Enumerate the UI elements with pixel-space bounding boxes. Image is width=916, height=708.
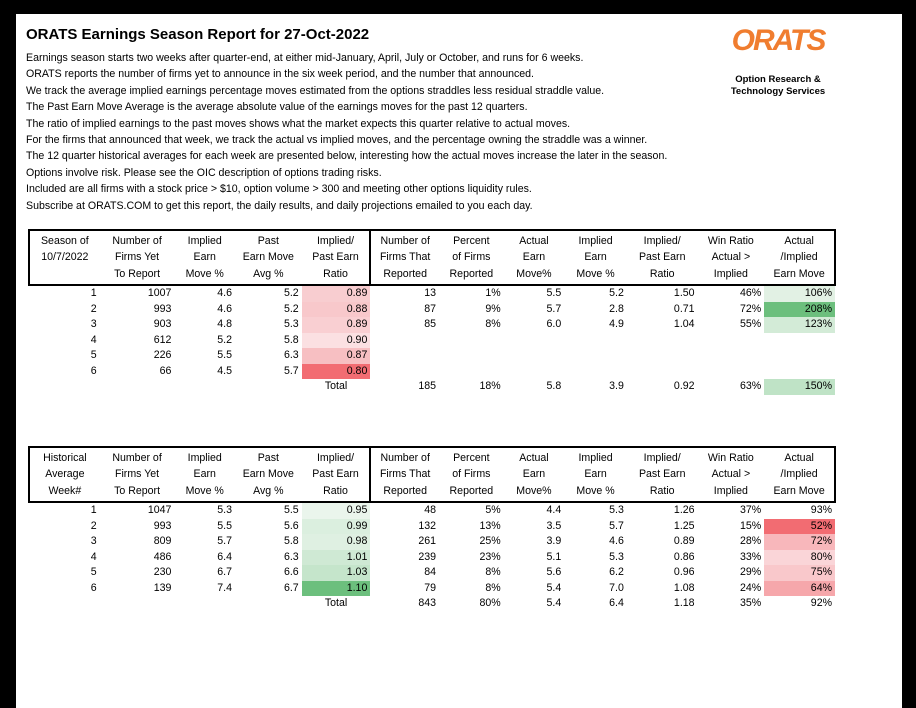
- column-header: Earn Move: [764, 266, 835, 285]
- table-cell: 5.6: [546, 566, 562, 579]
- table-cell: 5: [90, 349, 97, 362]
- table-cell: 208%: [764, 302, 835, 318]
- column-header: /Implied: [764, 466, 835, 482]
- report-title: ORATS Earnings Season Report for 27-Oct-2022: [26, 26, 370, 43]
- column-header: Implied: [174, 230, 235, 249]
- table-cell: 6: [90, 581, 97, 594]
- table-cell: 4: [90, 550, 97, 563]
- column-header: Earn: [193, 251, 216, 264]
- column-header: Actual: [764, 230, 835, 249]
- table-row: [29, 364, 835, 380]
- total-cell: 63%: [740, 380, 762, 393]
- table-cell: 5.5: [217, 349, 233, 362]
- total-cell: [100, 596, 175, 612]
- table-cell: 1047: [147, 504, 172, 517]
- column-header: Week#: [29, 483, 100, 502]
- column-header: Implied/: [302, 230, 371, 249]
- table-cell: [764, 348, 835, 364]
- table-cell: 13: [424, 287, 437, 300]
- table-cell: [370, 333, 439, 349]
- table-cell: [370, 364, 439, 380]
- table-cell: 25%: [479, 535, 501, 548]
- column-header: Firms That: [379, 468, 431, 481]
- table-cell: [564, 364, 627, 380]
- description-line: Subscribe at ORATS.COM to get this report, the daily results, and daily projections emailed to you each day.: [26, 199, 533, 212]
- table-cell: 4.9: [609, 318, 624, 331]
- logo-tagline-line2: Technology Services: [730, 86, 826, 97]
- table-cell: 0.89: [302, 285, 371, 302]
- table-cell: 1007: [147, 287, 172, 300]
- table-cell: [627, 333, 698, 349]
- column-header: Number of: [370, 447, 439, 466]
- table-cell: 261: [418, 535, 437, 548]
- column-header: Reported: [370, 266, 439, 285]
- table-cell: 6.3: [283, 550, 299, 563]
- header-row: [29, 266, 835, 285]
- table-cell: 24%: [740, 581, 762, 594]
- total-label: Total: [324, 597, 348, 610]
- total-cell: [100, 379, 175, 395]
- description-line: We track the average implied earnings percentage moves estimated from the options straddles less residual straddle value.: [26, 84, 605, 97]
- table-cell: 4: [90, 333, 97, 346]
- table-cell: 9%: [485, 302, 501, 315]
- table-cell: 8%: [485, 318, 501, 331]
- column-header: Move %: [564, 483, 627, 502]
- table-cell: 2: [90, 519, 97, 532]
- table-cell: 1%: [485, 287, 501, 300]
- table-cell: 37%: [740, 504, 762, 517]
- report-description: [26, 50, 726, 214]
- table-cell: 6.3: [283, 349, 299, 362]
- table-cell: 3.9: [546, 535, 562, 548]
- column-header: Win Ratio: [698, 447, 765, 466]
- column-header: Ratio: [302, 483, 371, 502]
- column-header: Move%: [504, 266, 565, 285]
- table-cell: 2.8: [609, 302, 624, 315]
- table-cell: [439, 333, 504, 349]
- table-row: [29, 581, 835, 597]
- table-cell: 5.3: [609, 550, 624, 563]
- table-cell: 0.89: [302, 317, 371, 333]
- table-cell: 903: [153, 318, 172, 331]
- total-cell: 5.4: [546, 597, 562, 610]
- table-cell: 72%: [740, 302, 762, 315]
- column-header: Reported: [439, 483, 504, 502]
- table-cell: 5.3: [283, 318, 299, 331]
- table-cell: 3: [90, 535, 97, 548]
- table-cell: 55%: [740, 318, 762, 331]
- column-header: Past: [235, 447, 302, 466]
- table-cell: 6.2: [609, 566, 624, 579]
- table-cell: 2: [90, 302, 97, 315]
- table-row: [29, 550, 835, 566]
- description-line: Included are all firms with a stock price > $10, option volume > 300 and meeting other options liquidity rules.: [26, 183, 532, 196]
- table-cell: 8%: [485, 581, 501, 594]
- column-header: Past Earn: [302, 466, 371, 482]
- column-header: Actual >: [711, 468, 751, 481]
- table-cell: 4.6: [609, 535, 624, 548]
- table-cell: 1.04: [673, 318, 695, 331]
- total-cell: 35%: [740, 597, 762, 610]
- orats-logo: [722, 24, 834, 106]
- description-line: Options involve risk. Please see the OIC description of options trading risks.: [26, 166, 382, 179]
- column-header: Move %: [564, 266, 627, 285]
- table-cell: 0.86: [673, 550, 695, 563]
- column-header: Earn Move: [764, 483, 835, 502]
- logo-tagline-line1: Option Research &: [735, 74, 821, 85]
- table-cell: 6: [90, 364, 97, 377]
- table-cell: 5%: [485, 504, 501, 517]
- table-cell: [698, 364, 765, 380]
- table-cell: 84: [424, 566, 437, 579]
- table-row: [29, 534, 835, 550]
- column-header: Past Earn: [638, 468, 686, 481]
- table-cell: 226: [153, 349, 172, 362]
- column-header: To Report: [100, 483, 175, 502]
- column-header: Percent: [439, 230, 504, 249]
- total-cell: 5.8: [546, 380, 562, 393]
- total-cell: [174, 596, 235, 612]
- table-row: [29, 285, 835, 302]
- table-cell: 0.90: [302, 333, 371, 349]
- table-cell: 0.87: [302, 348, 371, 364]
- table-cell: [564, 348, 627, 364]
- table-cell: 230: [153, 566, 172, 579]
- total-cell: 0.92: [673, 380, 695, 393]
- description-line: The 12 quarter historical averages for each week are presented below, interesting how the actual moves increase the later in the season.: [26, 150, 668, 163]
- table-cell: 72%: [764, 534, 835, 550]
- table-row: [29, 302, 835, 318]
- table-cell: 15%: [740, 519, 762, 532]
- column-header: Percent: [439, 447, 504, 466]
- table-cell: 1: [90, 504, 97, 517]
- table-cell: 64%: [764, 581, 835, 597]
- table-cell: 5.7: [546, 302, 562, 315]
- column-header: of Firms: [452, 468, 491, 481]
- column-header: Implied: [564, 447, 627, 466]
- column-header: Avg %: [235, 266, 302, 285]
- column-header: Average: [29, 466, 100, 482]
- table-cell: 1.08: [673, 581, 695, 594]
- table-cell: 5.2: [283, 287, 299, 300]
- table-cell: 6.0: [546, 318, 562, 331]
- table-cell: 66: [159, 364, 172, 377]
- total-cell: 3.9: [609, 380, 624, 393]
- total-label: Total: [324, 380, 348, 393]
- column-header: Avg %: [235, 483, 302, 502]
- table-cell: 80%: [764, 550, 835, 566]
- column-header: Actual >: [711, 251, 751, 264]
- table-cell: 87: [424, 302, 437, 315]
- column-header: Implied/: [302, 447, 371, 466]
- table-cell: 48: [424, 504, 437, 517]
- total-cell: 6.4: [609, 597, 624, 610]
- total-cell: [174, 379, 235, 395]
- table-cell: 612: [153, 333, 172, 346]
- column-header: Earn: [193, 468, 216, 481]
- column-header: Move %: [174, 266, 235, 285]
- description-line: The Past Earn Move Average is the average absolute value of the earnings moves for the past 12 quarters.: [26, 101, 528, 114]
- column-header: Historical: [29, 447, 100, 466]
- table-cell: [439, 348, 504, 364]
- table-cell: 93%: [764, 502, 835, 519]
- table-cell: 1.01: [302, 550, 371, 566]
- column-header: Firms Yet: [114, 468, 160, 481]
- table-row: [29, 502, 835, 519]
- column-header: Earn: [522, 251, 546, 264]
- table-cell: 139: [153, 581, 172, 594]
- table-cell: 5.5: [546, 287, 562, 300]
- table-cell: 46%: [740, 287, 762, 300]
- column-header: Actual: [764, 447, 835, 466]
- column-header: Move %: [174, 483, 235, 502]
- column-header: Move%: [504, 483, 565, 502]
- table-cell: 4.5: [217, 364, 233, 377]
- column-header: Implied: [174, 447, 235, 466]
- table-cell: 123%: [764, 317, 835, 333]
- total-cell: 92%: [810, 597, 832, 610]
- column-header: Implied/: [627, 230, 698, 249]
- table-cell: 7.0: [609, 581, 624, 594]
- table-cell: 5.8: [283, 333, 299, 346]
- table-cell: [504, 333, 565, 349]
- column-header: Earn Move: [242, 251, 294, 264]
- column-header: Earn: [584, 468, 607, 481]
- table-cell: [370, 348, 439, 364]
- table-cell: [504, 348, 565, 364]
- table-cell: 1: [90, 287, 97, 300]
- table-cell: [698, 333, 765, 349]
- total-cell: [235, 379, 302, 395]
- table-cell: 79: [424, 581, 437, 594]
- table-cell: 5.2: [609, 287, 624, 300]
- column-header: Actual: [504, 230, 565, 249]
- table-cell: 7.4: [217, 581, 233, 594]
- column-header: Past: [235, 230, 302, 249]
- table-cell: 132: [418, 519, 437, 532]
- column-header: Implied: [564, 230, 627, 249]
- table-cell: [698, 348, 765, 364]
- table-cell: 5.3: [217, 504, 233, 517]
- table-cell: 75%: [764, 565, 835, 581]
- column-header: Past Earn: [302, 249, 371, 265]
- table-cell: [504, 364, 565, 380]
- table-cell: 85: [424, 318, 437, 331]
- table-cell: 0.80: [302, 364, 371, 380]
- table-cell: 5.7: [609, 519, 624, 532]
- table-cell: 0.98: [302, 534, 371, 550]
- description-line: The ratio of implied earnings to the past moves shows what the market expects this quarter relative to actual moves.: [26, 117, 571, 130]
- table-cell: 0.95: [302, 502, 371, 519]
- table-row: [29, 565, 835, 581]
- table-cell: [627, 348, 698, 364]
- total-cell: 18%: [479, 380, 501, 393]
- table-cell: 0.89: [673, 535, 695, 548]
- table-row: [29, 519, 835, 535]
- table-row: [29, 348, 835, 364]
- column-header: Implied: [698, 483, 765, 502]
- table-cell: 52%: [764, 519, 835, 535]
- total-cell: 80%: [479, 597, 501, 610]
- column-header: /Implied: [764, 249, 835, 265]
- header-row: [29, 447, 835, 466]
- column-header: Ratio: [627, 483, 698, 502]
- season-table: [28, 229, 836, 395]
- table-cell: 28%: [740, 535, 762, 548]
- historical-table: [28, 446, 836, 612]
- table-cell: 0.96: [673, 566, 695, 579]
- table-cell: 1.26: [673, 504, 695, 517]
- table-cell: 5.5: [217, 519, 233, 532]
- table-cell: 5.5: [283, 504, 299, 517]
- table-cell: 5.3: [609, 504, 624, 517]
- table-cell: [764, 333, 835, 349]
- table-row: [29, 317, 835, 333]
- total-cell: [29, 596, 100, 612]
- table-cell: 106%: [764, 285, 835, 302]
- table-cell: 809: [153, 535, 172, 548]
- table-cell: 5.2: [217, 333, 233, 346]
- total-cell: 1.18: [673, 597, 695, 610]
- table-cell: 0.71: [673, 302, 695, 315]
- table-cell: 29%: [740, 566, 762, 579]
- table-cell: 6.4: [217, 550, 233, 563]
- column-header: Season of: [29, 230, 100, 249]
- header-row: [29, 466, 835, 482]
- column-header: Number of: [100, 230, 175, 249]
- table-cell: 4.6: [217, 287, 233, 300]
- table-cell: 239: [418, 550, 437, 563]
- report-page: [16, 14, 902, 708]
- table-cell: 5.7: [217, 535, 233, 548]
- table-cell: [564, 333, 627, 349]
- description-line: Earnings season starts two weeks after quarter-end, at either mid-January, April, July or October, and runs for 6 weeks.: [26, 52, 584, 64]
- header-row: [29, 483, 835, 502]
- column-header: Number of: [100, 447, 175, 466]
- total-row: [29, 379, 835, 395]
- total-cell: [235, 596, 302, 612]
- table-cell: [627, 364, 698, 380]
- table-cell: 1.03: [302, 565, 371, 581]
- column-header: [29, 266, 100, 285]
- column-header: Number of: [370, 230, 439, 249]
- table-cell: 4.8: [217, 318, 233, 331]
- table-cell: 5.8: [283, 535, 299, 548]
- table-cell: 1.50: [673, 287, 695, 300]
- table-cell: 6.6: [283, 566, 299, 579]
- column-header: 10/7/2022: [29, 249, 100, 265]
- table-cell: 4.6: [217, 302, 233, 315]
- column-header: Reported: [370, 483, 439, 502]
- logo-wordmark: ORATS: [731, 24, 825, 57]
- column-header: Firms That: [379, 251, 431, 264]
- table-cell: 993: [153, 302, 172, 315]
- table-cell: [439, 364, 504, 380]
- total-cell: [29, 379, 100, 395]
- column-header: Ratio: [627, 266, 698, 285]
- table-cell: [764, 364, 835, 380]
- total-cell: 843: [418, 597, 437, 610]
- table-cell: 1.10: [302, 581, 371, 597]
- header-row: [29, 230, 835, 249]
- table-cell: 1.25: [673, 519, 695, 532]
- column-header: Implied: [698, 266, 765, 285]
- header-row: [29, 249, 835, 265]
- table-cell: 5.7: [283, 364, 299, 377]
- table-cell: 5.6: [283, 519, 299, 532]
- total-row: [29, 596, 835, 612]
- table-cell: 6.7: [217, 566, 233, 579]
- table-cell: 33%: [740, 550, 762, 563]
- column-header: Win Ratio: [698, 230, 765, 249]
- column-header: Actual: [504, 447, 565, 466]
- column-header: Earn Move: [242, 468, 294, 481]
- table-row: [29, 333, 835, 349]
- table-cell: 5.2: [283, 302, 299, 315]
- table-cell: 13%: [479, 519, 501, 532]
- table-cell: 993: [153, 519, 172, 532]
- column-header: Past Earn: [638, 251, 686, 264]
- column-header: Earn: [522, 468, 546, 481]
- column-header: To Report: [100, 266, 175, 285]
- table-cell: 5: [90, 566, 97, 579]
- table-cell: 0.99: [302, 519, 371, 535]
- table-cell: 8%: [485, 566, 501, 579]
- column-header: Earn: [584, 251, 607, 264]
- table-cell: 486: [153, 550, 172, 563]
- column-header: Ratio: [302, 266, 371, 285]
- table-cell: 6.7: [283, 581, 299, 594]
- table-cell: 0.88: [302, 302, 371, 318]
- column-header: of Firms: [452, 251, 491, 264]
- total-cell: 185: [418, 380, 437, 393]
- table-cell: 3: [90, 318, 97, 331]
- column-header: Firms Yet: [114, 251, 160, 264]
- table-cell: 4.4: [546, 504, 562, 517]
- table-cell: 5.4: [546, 581, 562, 594]
- total-cell: 150%: [764, 379, 835, 395]
- table-cell: 3.5: [546, 519, 562, 532]
- column-header: Implied/: [627, 447, 698, 466]
- description-line: For the firms that announced that week, we track the actual vs implied moves, and the percentage owning the straddle was a winner.: [26, 133, 648, 146]
- description-line: ORATS reports the number of firms yet to announce in the six week period, and the number that announced.: [26, 68, 534, 81]
- column-header: Reported: [439, 266, 504, 285]
- table-cell: 5.1: [546, 550, 562, 563]
- table-cell: 23%: [479, 550, 501, 563]
